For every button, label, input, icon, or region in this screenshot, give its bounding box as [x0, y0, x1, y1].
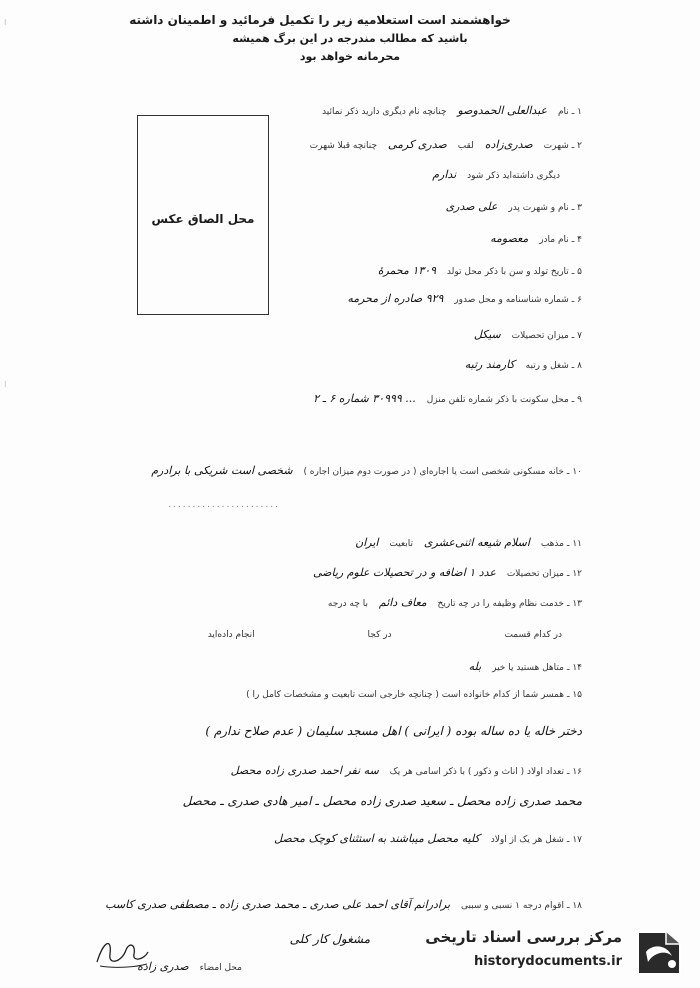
- field-value: کارمند رتبه: [464, 358, 515, 371]
- field-extra-value: صدری کرمی: [387, 138, 447, 151]
- field-value: عدد ۱ اضافه و در تحصیلات علوم ریاضی: [313, 566, 496, 579]
- field-note: چنانچه نام دیگری دارید ذکر نمائید: [322, 107, 447, 117]
- field-label: ۱۷ ـ شغل هر یک از اولاد: [490, 835, 582, 845]
- field-label: ۵ ـ تاریخ تولد و سن با ذکر محل تولد: [446, 267, 582, 277]
- field-value: ۹۲۹ صادره از محرمه: [347, 292, 444, 305]
- field-note: انجام داده‌اید: [207, 630, 255, 640]
- header-line-3: محرمانه خواهد بود: [299, 50, 401, 63]
- field-label: ۳ ـ نام و شهرت پدر: [508, 203, 582, 213]
- watermark-text: مرکز بررسی اسناد تاریخی: [425, 928, 622, 946]
- field-row-13: [328, 596, 582, 609]
- field-row-16: [223, 764, 582, 777]
- photo-box-label: محل الصاق عکس: [151, 212, 255, 226]
- document-logo-icon: [632, 926, 688, 978]
- field-row-15-answer: دختر خاله یا ده ساله بوده ( ایرانی ) اهل مسجد سلیمان ( عدم صلاح ندارم ): [205, 724, 582, 738]
- field-row-10: [143, 464, 582, 477]
- field-label: ۱ ـ نام: [557, 107, 582, 117]
- signature-label: محل امضاء: [199, 963, 242, 973]
- field-value: برادرانم آقای احمد علی صدری ـ محمد صدری زاده ـ مصطفی صدری کاسب: [105, 898, 451, 911]
- field-label: ۱۰ ـ خانه مسکونی شخصی است یا اجاره‌ای ( در صورت دوم میزان اجاره ): [303, 467, 582, 477]
- field-label: ۱۱ ـ مذهب: [540, 539, 582, 549]
- field-value: ... ۳۰۹۹۹ شماره ۶ ـ ۲: [313, 392, 416, 405]
- field-label: ۹ ـ محل سکونت با ذکر شماره تلفن منزل: [426, 395, 582, 405]
- field-row-17: [266, 832, 582, 845]
- field-row-13b: [142, 630, 562, 640]
- field-row-18: [97, 898, 582, 911]
- field-value: ۱۳۰۹ محمرهٔ: [377, 264, 437, 277]
- field-row-1: [322, 104, 582, 117]
- edge-mark: ⁝: [4, 380, 7, 389]
- field-row-4: [482, 232, 582, 245]
- field-row-12: [305, 566, 582, 579]
- field-value: سه نفر احمد صدری زاده محصل: [230, 764, 379, 777]
- field-extra-label: تابعیت: [389, 539, 414, 549]
- field-row-5: [370, 264, 582, 277]
- field-label: ۱۸ ـ اقوام درجه ۱ نسبی و سببی: [460, 901, 582, 911]
- field-label: ۱۵ ـ همسر شما از کدام خانواده است ( چنانچه خارجی است تابعیت و مشخصات کامل را ): [246, 690, 582, 700]
- field-label: ۷ ـ میزان تحصیلات: [511, 331, 582, 341]
- field-row-3: [438, 200, 582, 213]
- field-label: ۲ ـ شهرت: [543, 141, 582, 151]
- field-row-9: [305, 392, 582, 405]
- signature-scribble: [92, 932, 152, 972]
- field-label: ۱۳ ـ خدمت نظام وظیفه را در چه تاریخ: [437, 599, 582, 609]
- field-label: ۱۴ ـ متاهل هستید یا خیر: [492, 663, 582, 673]
- edge-mark: ⁝: [4, 18, 7, 27]
- field-note: چنانچه قبلا شهرت: [309, 141, 378, 151]
- field-value: معصومه: [490, 232, 529, 245]
- field-row-2b: [424, 168, 560, 181]
- field-label: ۱۶ ـ تعداد اولاد ( اناث و ذکور ) با ذکر اسامی هر یک: [389, 767, 582, 777]
- field-value: علی صدری: [445, 200, 498, 213]
- field-row-11: [347, 536, 582, 549]
- field-row-8: [457, 358, 582, 371]
- field-value: معاف دائم: [378, 596, 427, 609]
- watermark-url: historydocuments.ir: [473, 954, 622, 969]
- field-row-2: [310, 138, 582, 151]
- header-line-1: خواهشمند است استعلامیه زیر را تکمیل فرمائید و اطمینان داشته: [129, 13, 511, 27]
- field-value: ندارم: [432, 168, 457, 181]
- field-label: ۱۲ ـ میزان تحصیلات: [506, 569, 582, 579]
- field-value: صدری‌زاده: [484, 138, 533, 151]
- field-note: با چه درجه: [327, 599, 368, 609]
- field-row-6: [339, 292, 582, 305]
- field-row-15: [246, 690, 582, 700]
- field-extra-label: لقب: [457, 141, 474, 151]
- field-value: سیکل: [473, 328, 501, 341]
- field-label: در کدام قسمت: [504, 630, 562, 640]
- field-label: ۶ ـ شماره شناسنامه و محل صدور: [454, 295, 582, 305]
- field-value: اسلام شیعه اثنی‌عشری: [423, 536, 530, 549]
- signature-value: صدری زاده: [137, 960, 189, 973]
- field-value: شخصی است شریکی با برادرم: [151, 464, 293, 477]
- field-row-18-continued: مشغول کار کلی: [289, 932, 370, 946]
- field-extra-value: ایران: [355, 536, 379, 549]
- photo-box: [137, 115, 269, 315]
- field-label: دیگری داشته‌اید ذکر شود: [467, 171, 560, 181]
- field-label: ۴ ـ نام مادر: [539, 235, 582, 245]
- dotted-line: .......................: [168, 500, 280, 510]
- header-line-2: باشید که مطالب مندرجه در این برگ همیشه: [232, 32, 468, 45]
- field-value: کلیه محصل میباشند به استثنای کوچک محصل: [274, 832, 480, 845]
- field-label: ۸ ـ شغل و رتبه: [525, 361, 582, 371]
- field-row-7: [466, 328, 582, 341]
- watermark: [425, 922, 692, 980]
- field-row-16-continued: محمد صدری زاده محصل ـ سعید صدری زاده محصل ـ امیر هادی صدری ـ محصل: [182, 794, 582, 808]
- field-row-14: [461, 660, 582, 673]
- field-value: عبدالعلی الحمدوصو: [457, 104, 548, 117]
- field-value: بله: [468, 660, 482, 673]
- document-header: [0, 10, 700, 66]
- field-extra-label: در کجا: [367, 630, 392, 640]
